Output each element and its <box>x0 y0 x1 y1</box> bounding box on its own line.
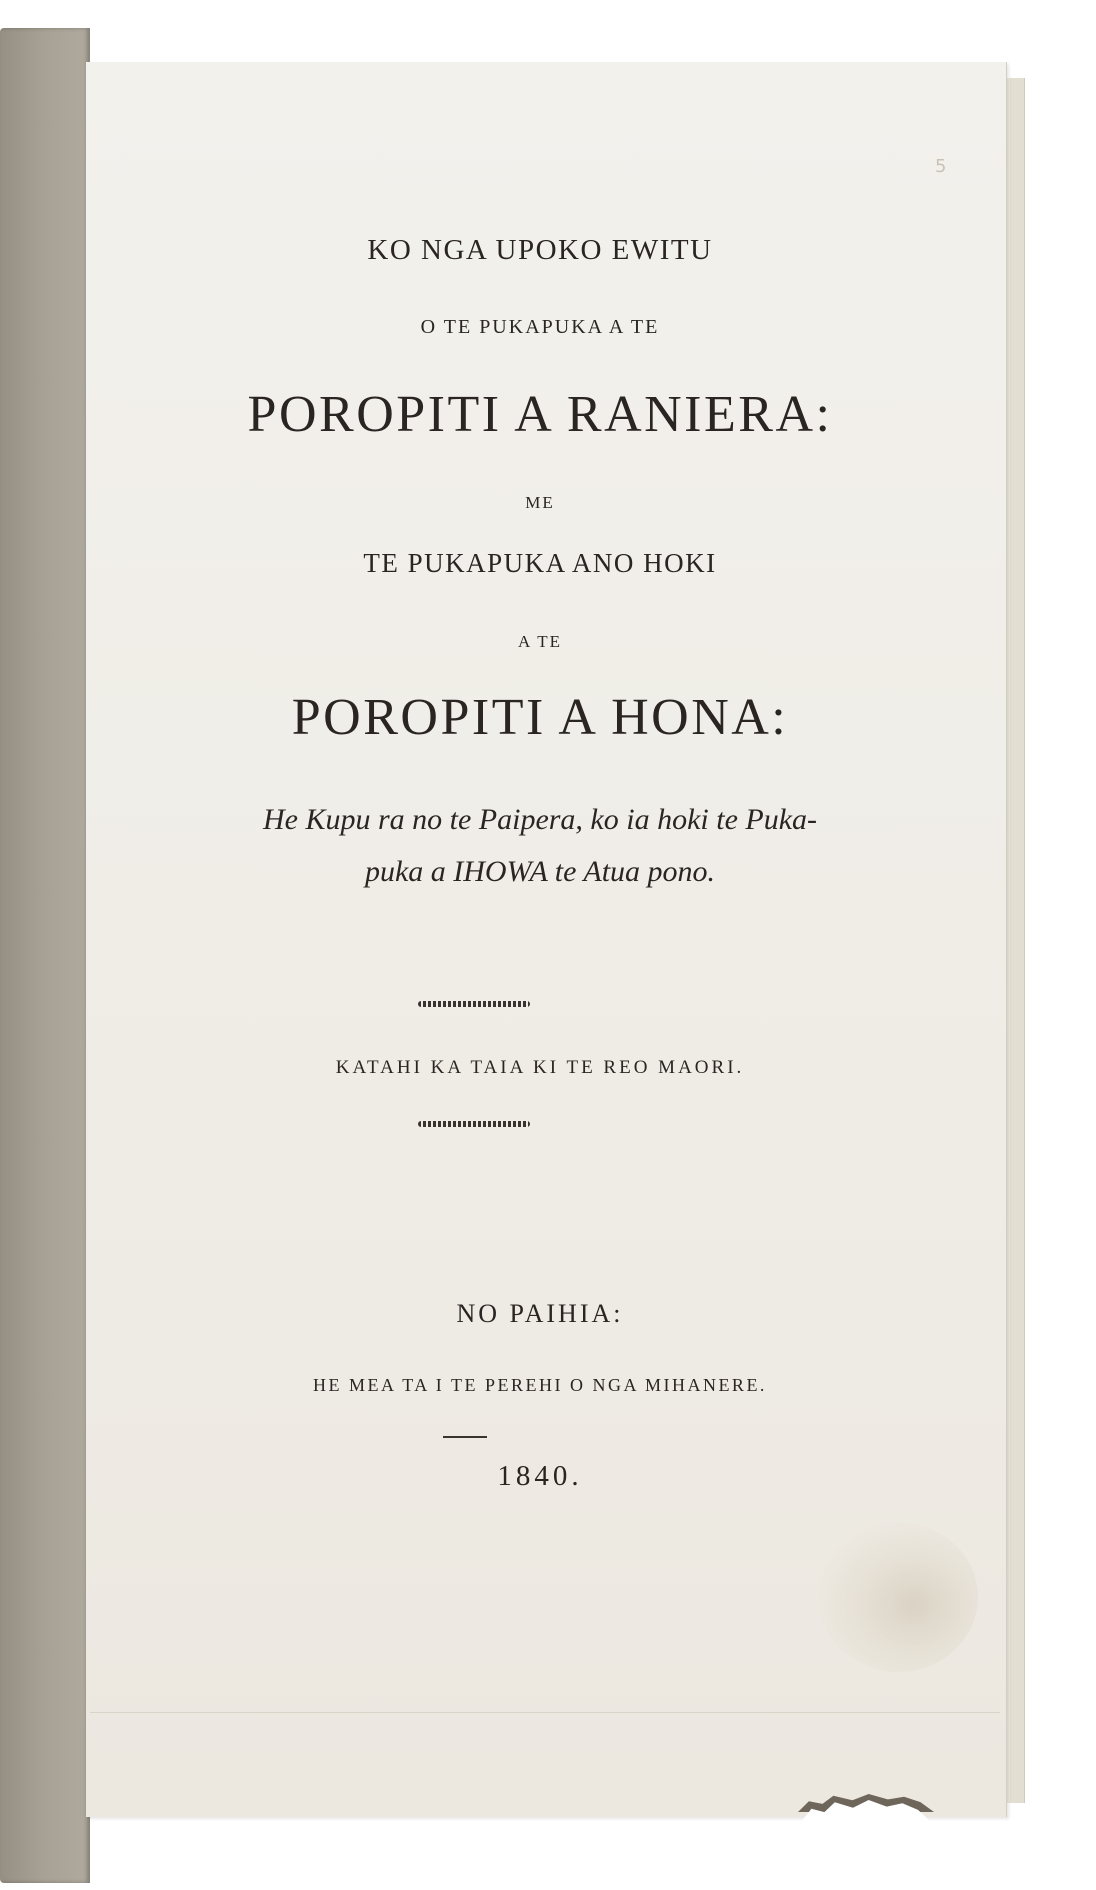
book-board-spine <box>0 28 90 1883</box>
imprint-place: NO PAIHIA: <box>456 1299 624 1328</box>
ornamental-rule <box>418 1121 530 1127</box>
ornamental-rule <box>418 1001 530 1007</box>
title-line-me: ME <box>525 493 555 512</box>
title-line-a-te: A TE <box>517 632 563 651</box>
imprint-printer: HE MEA TA I TE PEREHI O NGA MIHANERE. <box>313 1375 767 1395</box>
water-stain <box>818 1522 978 1672</box>
imprint-year: 1840. <box>497 1460 583 1492</box>
main-title-raniera: POROPITI A RANIERA: <box>247 386 833 443</box>
short-rule <box>443 1436 487 1438</box>
pencil-mark: 5 <box>935 156 947 177</box>
title-line-5: TE PUKAPUKA ANO HOKI <box>363 548 717 578</box>
main-title-hona: POROPITI A HONA: <box>291 689 789 746</box>
title-line-1: KO NGA UPOKO EWITU <box>367 234 713 266</box>
title-line-2: O TE PUKAPUKA A TE <box>420 316 660 338</box>
epigraph-line-2: puka a IHOWA te Atua pono. <box>364 855 716 888</box>
translation-note: KATAHI KA TAIA KI TE REO MAORI. <box>335 1057 745 1078</box>
epigraph-line-1: He Kupu ra no te Paipera, ko ia hoki te Puka- <box>262 803 818 836</box>
page-edge <box>1010 78 1025 1803</box>
